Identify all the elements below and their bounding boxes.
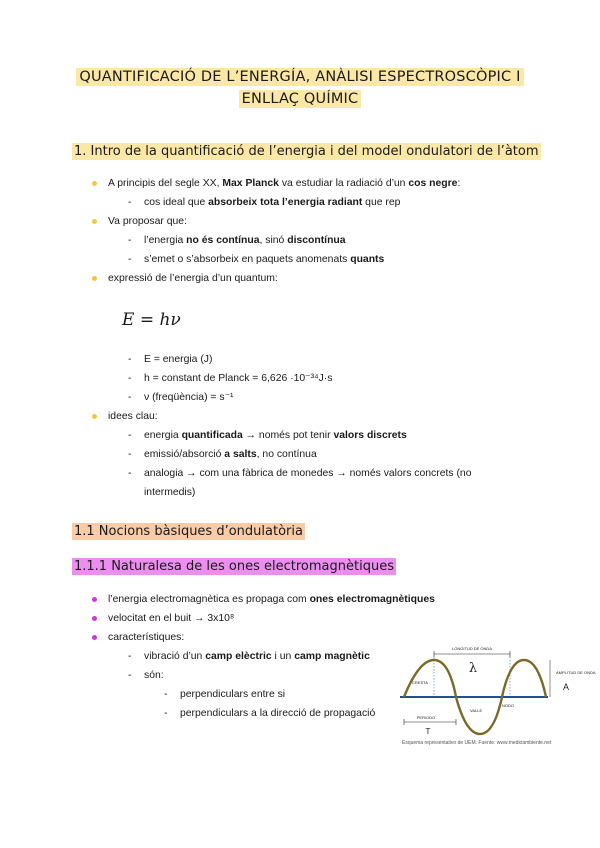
section-heading-1-1: 1.1 Nocions bàsiques d’ondulatòria: [74, 524, 303, 539]
bullet-dot: [92, 219, 97, 224]
figure-caption: Esquema representativo de UEM. Fuente: www.medioambiente.net: [402, 740, 552, 746]
title-line-1: QUANTIFICACIÓ DE L’ENERGÍA, ANÀLISI ESPECTROSCÒPIC I: [76, 68, 523, 86]
sub-list-item: analogia → com una fàbrica de monedes → només valors concrets (no: [144, 468, 472, 479]
node-label: NODO: [502, 703, 514, 708]
sub-sub-list-item: perpendiculars entre si: [180, 689, 286, 700]
sub-list-item: s’emet o s’absorbeix en paquets anomenats quants: [144, 254, 385, 265]
sub-sub-list-item: perpendiculars a la direcció de propagació: [180, 708, 376, 719]
list-item: velocitat en el buit → 3x10⁸: [108, 613, 235, 624]
valley-label: VALLE: [470, 708, 483, 713]
document-title: [60, 66, 540, 110]
list-item: idees clau:: [108, 411, 158, 422]
period-label: PERIODO: [416, 715, 436, 720]
sub-list-item: vibració d’un camp elèctric i un camp magnètic: [144, 651, 370, 662]
planck-formula: E = hν: [122, 310, 181, 330]
sub-list-item: l’energia no és contínua, sinó discontínua: [144, 235, 346, 246]
bullet-dot: [92, 414, 97, 419]
sub-list-item: h = constant de Planck = 6,626 ·10⁻³⁴J·s: [144, 373, 333, 384]
wavelength-label: LONGITUD DE ONDA: [451, 646, 493, 651]
lambda-symbol: λ: [468, 661, 478, 676]
dash-marker: -: [128, 354, 132, 365]
dash-marker: -: [128, 468, 132, 479]
section-heading-1: 1. Intro de la quantificació de l’energia i del model ondulatori de l’àtom: [74, 144, 539, 159]
bullet-dot: [92, 635, 97, 640]
period-symbol: T: [425, 727, 431, 736]
sub-list-item: són:: [144, 670, 164, 681]
sub-list-item: E = energia (J): [144, 354, 213, 365]
bullet-dot: [92, 276, 97, 281]
sub-list-item: ν (freqüència) = s⁻¹: [144, 392, 234, 403]
dash-marker: -: [128, 373, 132, 384]
sub-list-item-continued: intermedis): [144, 487, 196, 498]
bullet-dot: [92, 597, 97, 602]
title-line-2: ENLLAÇ QUÍMIC: [239, 90, 362, 108]
dash-marker: -: [128, 197, 132, 208]
crest-label: CRESTA: [412, 680, 428, 685]
bullet-dot: [92, 616, 97, 621]
list-item: l’energia electromagnètica es propaga com ones electromagnètiques: [108, 594, 435, 605]
sub-list-item: cos ideal que absorbeix tota l’energia radiant que rep: [144, 197, 401, 208]
dash-marker: -: [128, 430, 132, 441]
list-item: Va proposar que:: [108, 216, 187, 227]
section-heading-1-1-1: 1.1.1 Naturalesa de les ones electromagnètiques: [74, 559, 394, 574]
dash-marker: -: [128, 449, 132, 460]
dash-marker: -: [128, 235, 132, 246]
dash-marker: -: [128, 254, 132, 265]
amplitude-symbol: A: [563, 682, 570, 692]
amplitude-label: AMPLITUD DE ONDA: [556, 670, 596, 675]
bullet-dot: [92, 181, 97, 186]
dash-marker: -: [128, 392, 132, 403]
dash-marker: -: [128, 651, 132, 662]
dash-marker: -: [164, 708, 168, 719]
list-item: característiques:: [108, 632, 185, 643]
dash-marker: -: [128, 670, 132, 681]
sub-list-item: energia quantificada → només pot tenir valors discrets: [144, 430, 407, 441]
list-item: expressió de l’energia d’un quantum:: [108, 273, 278, 284]
sub-list-item: emissió/absorció a salts, no contínua: [144, 449, 317, 460]
dash-marker: -: [164, 689, 168, 700]
electromagnetic-wave-diagram: [398, 642, 596, 750]
list-item: A principis del segle XX, Max Planck va estudiar la radiació d’un cos negre:: [108, 178, 461, 189]
